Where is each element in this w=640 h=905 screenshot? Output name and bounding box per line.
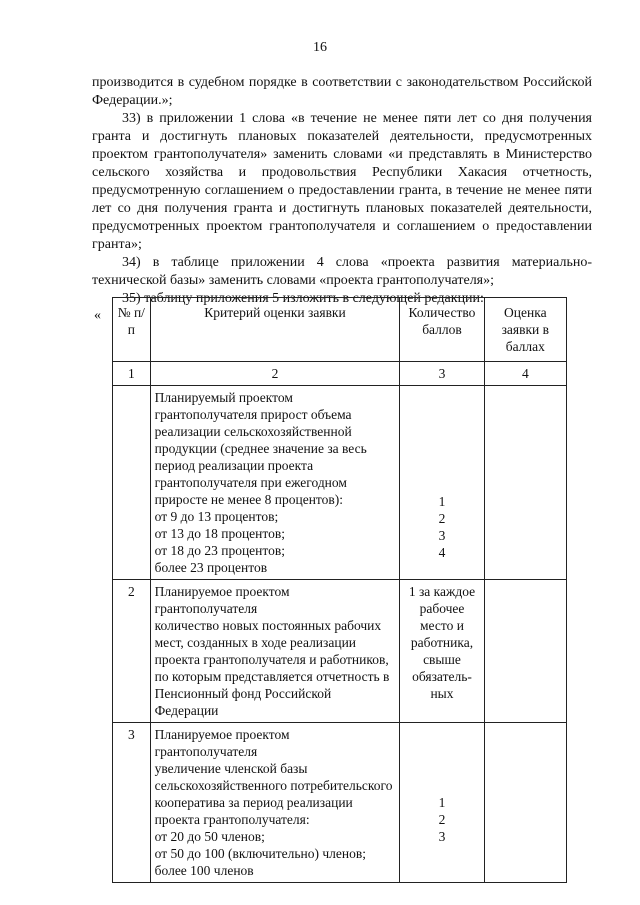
criterion-line: более 23 процентов <box>154 560 268 575</box>
index-cell: 4 <box>484 362 566 386</box>
points-value: 3 <box>438 528 446 543</box>
header-points: Количество баллов <box>400 298 484 362</box>
row-points <box>400 723 484 883</box>
row-score <box>484 386 566 580</box>
index-cell: 3 <box>400 362 484 386</box>
points-value: 1 <box>438 795 446 810</box>
row-points <box>400 580 484 723</box>
document-body <box>92 74 592 308</box>
criterion-line: от 18 до 23 процентов; <box>154 543 285 558</box>
index-cell: 1 <box>113 362 151 386</box>
points-value: рабочее <box>419 601 465 616</box>
criteria-table <box>112 297 567 883</box>
criterion-line: от 9 до 13 процентов; <box>154 509 279 524</box>
criterion-line: сельскохозяйственного потребительского <box>154 778 393 793</box>
points-value: 4 <box>438 545 446 560</box>
points-value: ных <box>430 686 454 701</box>
row-number <box>113 386 151 580</box>
paragraph-35: 35) таблицу приложения 5 изложить в следующей редакции: <box>122 291 484 306</box>
criterion-line: количество новых постоянных рабочих <box>154 618 382 633</box>
points-value: обязатель- <box>412 669 472 684</box>
table-row <box>113 723 567 883</box>
header-number: № п/п <box>113 298 151 362</box>
criterion-line: Планируемое проектом грантополучателя <box>154 584 290 616</box>
table-open-quote: « <box>94 308 101 323</box>
paragraph-34: 34) в таблице приложении 4 слова «проекта развития материально-технической базы» заменить словами «проекта грантополучателя»; <box>92 255 592 288</box>
table-index-row <box>113 362 567 386</box>
table-row <box>113 580 567 723</box>
criterion-line: проекта грантополучателя и работников, <box>154 652 389 667</box>
points-value: 1 <box>438 494 446 509</box>
points-value: место и <box>420 618 464 633</box>
paragraph-continuation: производится в судебном порядке в соответствии с законодательством Российской Федерации.»; <box>92 75 592 108</box>
criterion-line: проекта грантополучателя: <box>154 812 310 827</box>
paragraph-33: 33) в приложении 1 слова «в течение не менее пяти лет со дня получения гранта и достигнуть плановых показателей деятельности, предусмотренных проектом грантополучателя» заменить словами «и представлять в Министерство сельского хозяйства и продовольствия Республики Хакасия отчетность, предусмотренную соглашением о предоставлении гранта, в течение не менее пяти лет со дня получения гранта и достигнуть плановых показателей деятельности, предусмотренных проектом грантополучателя и соглашением о предоставлении гранта»; <box>92 111 592 252</box>
criterion-line: Планируемый проектом <box>154 390 293 405</box>
row-score <box>484 580 566 723</box>
criterion-line: грантополучателя прирост объема <box>154 407 352 422</box>
points-value: свыше <box>423 652 461 667</box>
points-value: 2 <box>438 812 446 827</box>
header-score: Оценка заявки в баллах <box>484 298 566 362</box>
criterion-line: Планируемое проектом грантополучателя <box>154 727 290 759</box>
row-criterion <box>150 386 400 580</box>
criterion-line: от 13 до 18 процентов; <box>154 526 285 541</box>
row-number: 2 <box>113 580 151 723</box>
criterion-line: Пенсионный фонд Российской <box>154 686 332 701</box>
criterion-line: кооператива за период реализации <box>154 795 353 810</box>
criterion-line: продукции (среднее значение за весь <box>154 441 367 456</box>
criterion-line: более 100 членов <box>154 863 254 878</box>
points-value: работника, <box>410 635 474 650</box>
row-criterion <box>150 723 400 883</box>
criterion-line: от 20 до 50 членов; <box>154 829 265 844</box>
criterion-line: Федерации <box>154 703 219 718</box>
criterion-line: грантополучателя при ежегодном <box>154 475 347 490</box>
criterion-line: по которым представляется отчетность в <box>154 669 390 684</box>
row-number: 3 <box>113 723 151 883</box>
table-header-row <box>113 298 567 362</box>
row-points <box>400 386 484 580</box>
table-row <box>113 386 567 580</box>
row-criterion <box>150 580 400 723</box>
points-value: 1 за каждое <box>408 584 476 599</box>
index-cell: 2 <box>150 362 400 386</box>
row-score <box>484 723 566 883</box>
header-criterion: Критерий оценки заявки <box>150 298 400 362</box>
points-value: 3 <box>438 829 446 844</box>
page-number: 16 <box>313 40 327 55</box>
criterion-line: период реализации проекта <box>154 458 314 473</box>
criterion-line: от 50 до 100 (включительно) членов; <box>154 846 366 861</box>
criterion-line: мест, созданных в ходе реализации <box>154 635 357 650</box>
criterion-line: реализации сельскохозяйственной <box>154 424 352 439</box>
criterion-line: увеличение членской базы <box>154 761 308 776</box>
criterion-line: приросте не менее 8 процентов): <box>154 492 344 507</box>
points-value: 2 <box>438 511 446 526</box>
